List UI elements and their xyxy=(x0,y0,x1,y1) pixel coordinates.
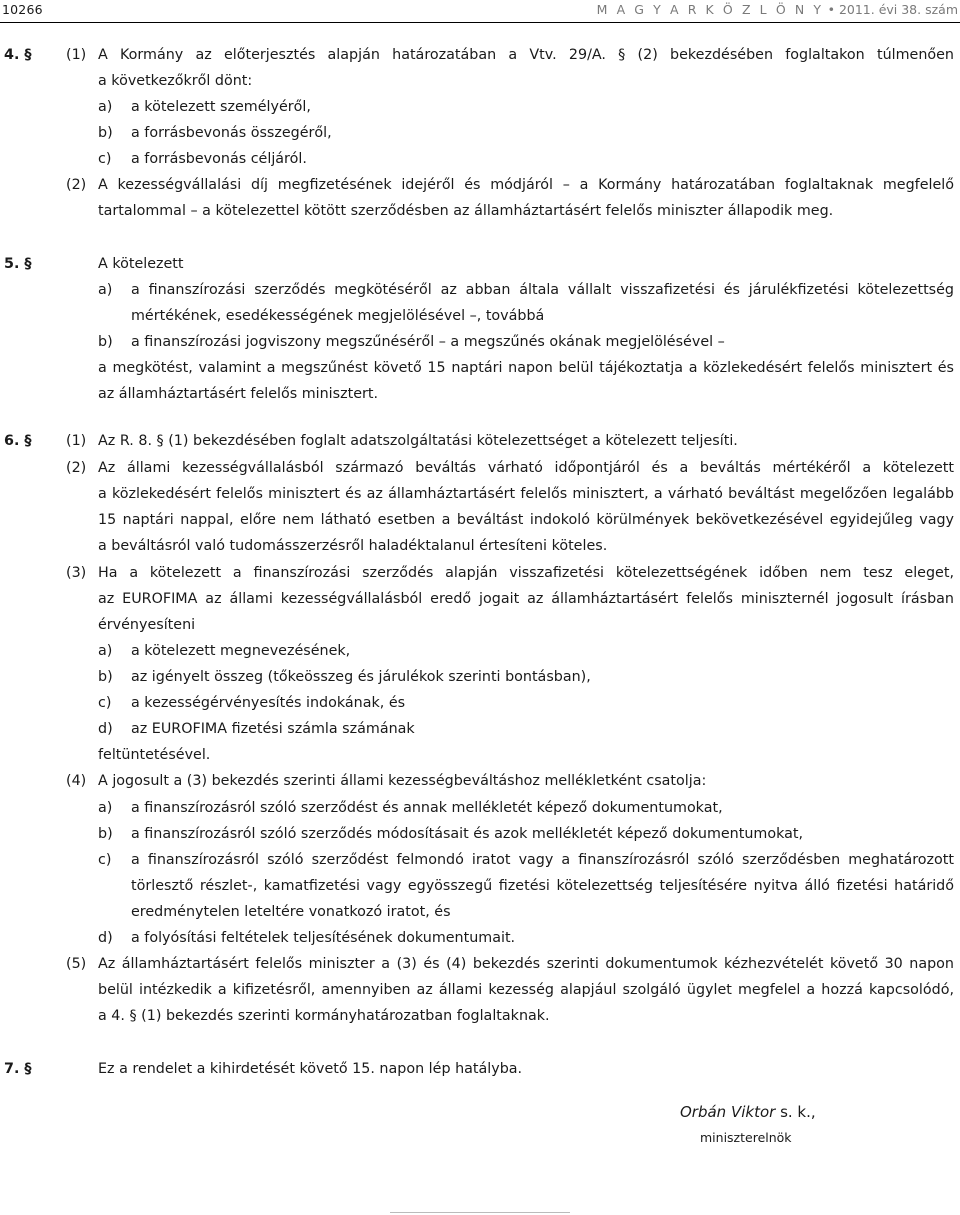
footer-rule xyxy=(390,1212,570,1213)
separator-bullet: • xyxy=(827,2,835,17)
section-6-p5-label: (5) xyxy=(66,956,87,972)
list-item-label: b) xyxy=(98,125,113,141)
section-6-p2-line-2: a közlekedésért felelős minisztert és az államháztartásért felelős minisztert, a várható beváltást megelőzően legalább xyxy=(98,486,954,502)
section-6-p3-line-3: érvényesíteni xyxy=(98,617,196,633)
list-item-label: a) xyxy=(98,800,113,816)
section-7-text: Ez a rendelet a kihirdetését követő 15. napon lép hatályba. xyxy=(98,1061,523,1077)
section-5-item-a-line-1: a finanszírozási szerződés megkötéséről az abban általa vállalt visszafizetési és járulékfizetési kötelezettség xyxy=(131,282,954,298)
list-item-label: c) xyxy=(98,695,112,711)
issue-label: 2011. évi 38. szám xyxy=(838,2,958,17)
section-5-item-b: a finanszírozási jogviszony megszűnéséről – a megszűnés okának megjelölésével – xyxy=(131,334,725,350)
section-6-p2-line-4: a beváltásról való tudomásszerzésről haladéktalanul értesíteni köteles. xyxy=(98,538,608,554)
list-item: az EUROFIMA fizetési számla számának xyxy=(131,721,415,737)
list-item-label: b) xyxy=(98,669,113,685)
list-item-label: a) xyxy=(98,282,113,298)
list-item-label: d) xyxy=(98,930,113,946)
section-4-p2-line-1: A kezességvállalási díj megfizetésének idejéről és módjáról – a Kormány határozatában foglaltaknak megfelelő xyxy=(98,177,954,193)
list-item: a kötelezett megnevezésének, xyxy=(131,643,351,659)
section-6-p2-label: (2) xyxy=(66,460,87,476)
list-item-label: d) xyxy=(98,721,113,737)
section-5-closing-line-2: az államháztartásért felelős minisztert. xyxy=(98,386,379,402)
section-6-p5-line-1: Az államháztartásért felelős miniszter a (3) és (4) bekezdés szerinti dokumentumok kézhezvételét követő 30 napon xyxy=(98,956,954,972)
list-item-label: a) xyxy=(98,99,113,115)
section-4-p1-line-2: a következőkről dönt: xyxy=(98,73,253,89)
section-6-p2-line-1: Az állami kezességvállalásból származó beváltás várható időpontjáról és a beváltás mértékéről a kötelezett xyxy=(98,460,954,476)
list-item: a forrásbevonás céljáról. xyxy=(131,151,307,167)
section-4-p1-label: (1) xyxy=(66,47,87,63)
section-6-p4-item-c-line-3: eredménytelen leteltére vonatkozó iratot, és xyxy=(131,904,451,920)
section-6-p5-line-2: belül intézkedik a kifizetésről, amennyiben az állami kezesség alapjául szolgáló ügylet megfelel a hozzá kapcsolódó, xyxy=(98,982,954,998)
list-item-label: a) xyxy=(98,643,113,659)
signature-line xyxy=(680,1103,816,1121)
section-5-closing-line-1: a megkötést, valamint a megszűnést követő 15 naptári napon belül tájékoztatja a közlekedésért felelős minisztert és xyxy=(98,360,954,376)
signatory-suffix: s. k., xyxy=(775,1103,816,1121)
section-6-number: 6. § xyxy=(4,433,32,449)
journal-name: M A G Y A R K Ö Z L Ö N Y xyxy=(596,2,824,17)
list-item: a finanszírozásról szóló szerződést és annak mellékletét képező dokumentumokat, xyxy=(131,800,723,816)
section-4-p2-label: (2) xyxy=(66,177,87,193)
page-number: 10266 xyxy=(2,2,43,17)
list-item: az igényelt összeg (tőkeösszeg és járulékok szerinti bontásban), xyxy=(131,669,591,685)
list-item-label: b) xyxy=(98,334,113,350)
list-item-label: b) xyxy=(98,826,113,842)
section-6-p4-label: (4) xyxy=(66,773,87,789)
list-item: a kötelezett személyéről, xyxy=(131,99,311,115)
signatory-title: miniszterelnök xyxy=(700,1130,792,1145)
section-6-p5-line-3: a 4. § (1) bekezdés szerinti kormányhatározatban foglaltaknak. xyxy=(98,1008,550,1024)
list-item-label: c) xyxy=(98,852,112,868)
section-6-p4-intro: A jogosult a (3) bekezdés szerinti állami kezességbeváltáshoz mellékletként csatolja: xyxy=(98,773,707,789)
section-6-p1-text: Az R. 8. § (1) bekezdésében foglalt adatszolgáltatási kötelezettséget a kötelezett teljesíti. xyxy=(98,433,738,449)
section-5-number: 5. § xyxy=(4,256,32,272)
section-4-p1-line-1: A Kormány az előterjesztés alapján határozatában a Vtv. 29/A. § (2) bekezdésében foglaltakon túlmenően xyxy=(98,47,954,63)
header-rule xyxy=(0,22,960,23)
section-6-p2-line-3: 15 naptári nappal, előre nem látható esetben a beváltást indokoló körülmények bekövetkezésével egyidejűleg vagy xyxy=(98,512,954,528)
page-header xyxy=(0,0,960,22)
section-5-intro: A kötelezett xyxy=(98,256,184,272)
section-6-p3-line-1: Ha a kötelezett a finanszírozási szerződés alapján visszafizetési kötelezettségének időben nem tesz eleget, xyxy=(98,565,954,581)
section-7-number: 7. § xyxy=(4,1061,32,1077)
section-6-p3-label: (3) xyxy=(66,565,87,581)
list-item: a finanszírozásról szóló szerződés módosításait és azok mellékletét képező dokumentumokat, xyxy=(131,826,804,842)
section-4-p2-line-2: tartalommal – a kötelezettel kötött szerződésben az államháztartásért felelős miniszter állapodik meg. xyxy=(98,203,834,219)
section-5-item-a-line-2: mértékének, esedékességének megjelölésével –, továbbá xyxy=(131,308,545,324)
section-6-p3-closing: feltüntetésével. xyxy=(98,747,211,763)
section-6-p3-line-2: az EUROFIMA az állami kezességvállalásból eredő jogait az államháztartásért felelős miniszternél jogosult írásban xyxy=(98,591,954,607)
list-item: a kezességérvényesítés indokának, és xyxy=(131,695,406,711)
section-6-p4-item-c-line-2: törlesztő részlet-, kamatfizetési vagy egyösszegű fizetési kötelezettség teljesítésére nyitva álló fizetési határidő xyxy=(131,878,954,894)
section-4-number: 4. § xyxy=(4,47,32,63)
list-item-label: c) xyxy=(98,151,112,167)
list-item: a folyósítási feltételek teljesítésének dokumentumait. xyxy=(131,930,516,946)
section-6-p4-item-c-line-1: a finanszírozásról szóló szerződést felmondó iratot vagy a finanszírozásról szóló szerződésben meghatározott xyxy=(131,852,954,868)
signatory-name: Orbán Viktor xyxy=(680,1103,776,1121)
section-6-p1-label: (1) xyxy=(66,433,87,449)
journal-title xyxy=(597,2,958,17)
list-item: a forrásbevonás összegéről, xyxy=(131,125,332,141)
